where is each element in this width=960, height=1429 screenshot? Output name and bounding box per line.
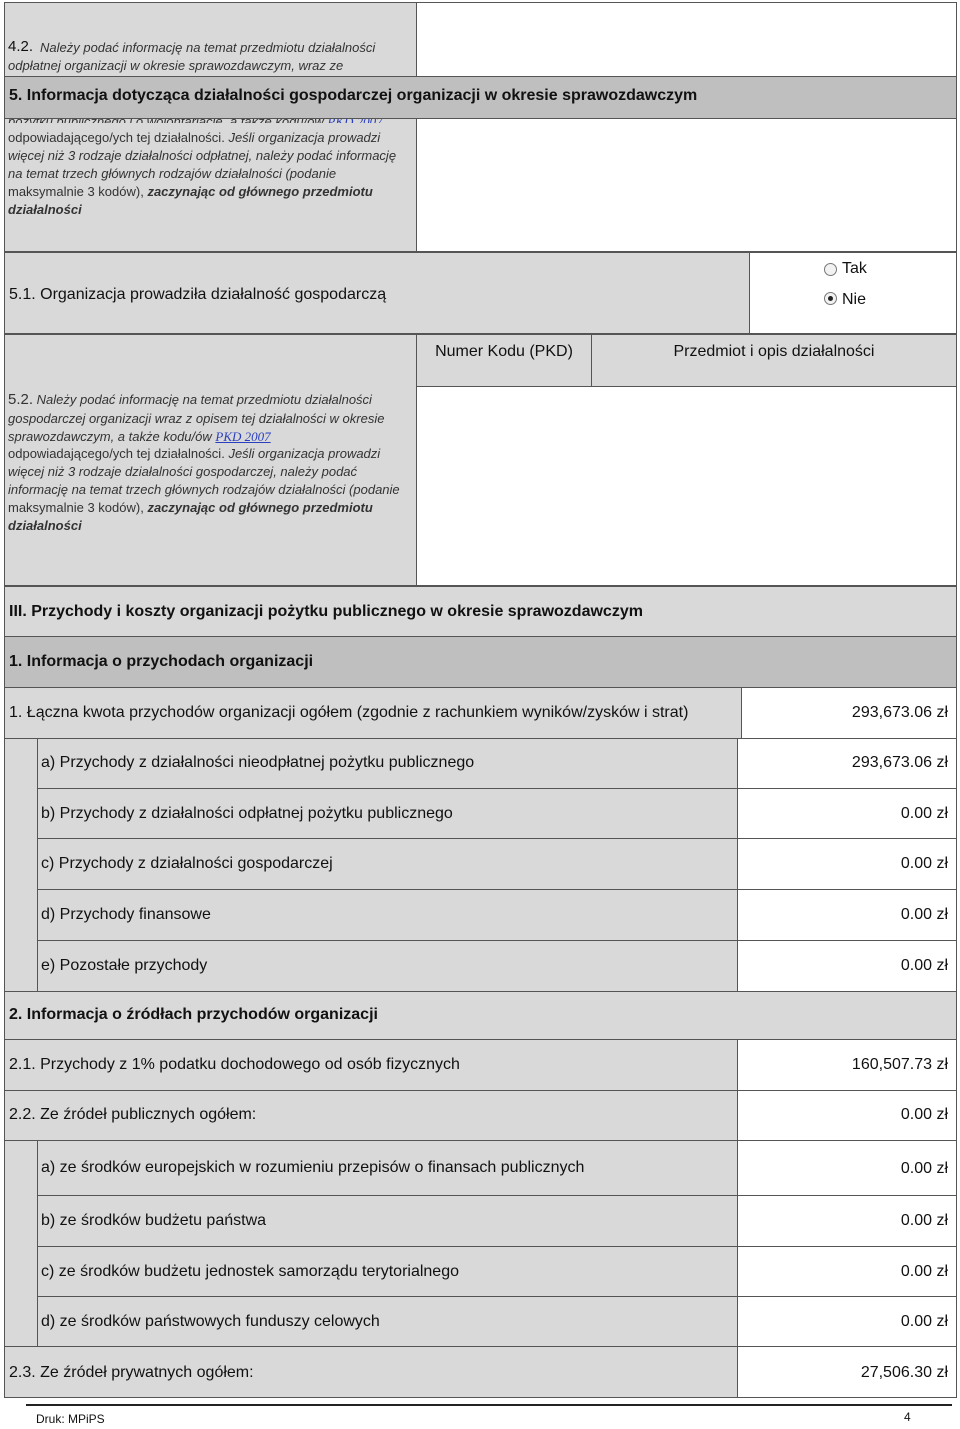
source-b-value-cell	[737, 1195, 957, 1247]
income-c-value: 0.00 zł	[900, 855, 948, 872]
source-row-d	[37, 1296, 738, 1347]
desc-col-text: Przedmiot i opis działalności	[673, 343, 875, 360]
source-a-value-cell	[737, 1140, 957, 1196]
source-a-label: a) ze środków europejskich w rozumieniu przepisów o finansach publicznych	[41, 1159, 585, 1176]
s52-line3	[8, 428, 271, 446]
income-d-label: d) Przychody finansowe	[41, 906, 211, 923]
source-row-c	[37, 1246, 738, 1297]
s3-sub1	[4, 636, 957, 688]
footer-print: Druk: MPiPS	[36, 1412, 105, 1426]
s52-line1-text: Należy podać informację na temat przedmiotu działalności	[36, 392, 372, 407]
s42-answer-cell[interactable]	[416, 2, 957, 252]
source-c-label: c) ze środków budżetu jednostek samorządu terytorialnego	[41, 1263, 459, 1280]
source-22-label: 2.2. Ze źródeł publicznych ogółem:	[9, 1106, 257, 1123]
income-d-value: 0.00 zł	[900, 906, 948, 923]
income-total-value: 293,673.06 zł	[851, 704, 948, 721]
income-c-label: c) Przychody z działalności gospodarczej	[41, 855, 333, 872]
income-total-row	[4, 687, 957, 739]
radio-nie-label[interactable]: Nie	[842, 291, 867, 308]
s51-options	[749, 252, 957, 334]
s42-line1: Należy podać informację na temat przedmiotu działalności	[40, 40, 376, 55]
s5-header-text: 5. Informacja dotycząca działalności gospodarczej organizacji w okresie sprawozdawczym	[9, 87, 698, 104]
s42-num: 4.2.	[8, 38, 34, 55]
radio-tak-label[interactable]: Tak	[842, 260, 867, 277]
income-b-value-cell	[737, 788, 957, 839]
s52-line5: więcej niż 3 rodzaje działalności gospodarczej, należy podać	[8, 464, 358, 479]
source-d-value: 0.00 zł	[900, 1313, 948, 1330]
source-22-value-cell	[737, 1090, 957, 1141]
income-b-value: 0.00 zł	[900, 805, 948, 822]
source-left-block	[4, 1140, 38, 1347]
income-row-c	[37, 838, 738, 890]
source-row-a	[37, 1140, 738, 1196]
s42-line7b: zaczynając od głównego przedmiotu	[147, 184, 373, 199]
source-row-22	[4, 1090, 738, 1141]
s52-line1	[8, 391, 372, 409]
income-a-value-cell	[737, 738, 957, 789]
source-22-value: 0.00 zł	[900, 1106, 948, 1123]
income-a-label: a) Przychody z działalności nieodpłatnej pożytku publicznego	[41, 754, 475, 771]
income-row-b	[37, 788, 738, 839]
income-e-value: 0.00 zł	[900, 957, 948, 974]
s52-line6: informację na temat trzech głównych rodzajów działalności (podanie	[8, 482, 400, 497]
s52-line4-text: odpowiadającego/ych tej działalności.	[8, 446, 225, 461]
s42-line8: działalności	[8, 202, 82, 217]
s3-sub1-text: 1. Informacja o przychodach organizacji	[9, 653, 314, 670]
source-b-value: 0.00 zł	[900, 1212, 948, 1229]
s52-line4b: Jeśli organizacja prowadzi	[228, 446, 381, 461]
s42-line7	[8, 183, 373, 201]
footer-page-number: 4	[904, 1410, 911, 1424]
source-d-label: d) ze środków państwowych funduszy celowych	[41, 1313, 380, 1330]
income-row-a	[37, 738, 738, 789]
income-row-d	[37, 889, 738, 941]
desc-col-header	[591, 334, 957, 387]
s3-header-text: III. Przychody i koszty organizacji pożytku publicznego w okresie sprawozdawczym	[9, 603, 643, 620]
source-row-23	[4, 1346, 738, 1398]
income-a-value: 293,673.06 zł	[851, 754, 948, 771]
s42-line4	[8, 129, 380, 147]
source-b-label: b) ze środków budżetu państwa	[41, 1212, 267, 1229]
s3-sub2	[4, 991, 957, 1040]
s42-line2: odpłatnej organizacji w okresie sprawozdawczym, wraz ze	[8, 58, 344, 73]
income-total-label-cell	[4, 687, 742, 739]
s52-line7a: maksymalnie 3 kodów),	[8, 500, 144, 515]
s52-line7	[8, 499, 373, 517]
pkd-col-header	[416, 334, 592, 387]
source-23-value-cell	[737, 1346, 957, 1398]
s42-line4-text: odpowiadającego/ych tej działalności.	[8, 130, 225, 145]
s3-header	[4, 586, 957, 637]
income-row-e	[37, 940, 738, 992]
s52-line7b: zaczynając od głównego przedmiotu	[147, 500, 373, 515]
income-d-value-cell	[737, 889, 957, 941]
s42-line4b: Jeśli organizacja prowadzi	[228, 130, 381, 145]
source-row-21	[4, 1039, 738, 1091]
s52-line4	[8, 445, 380, 463]
income-b-label: b) Przychody z działalności odpłatnej pożytku publicznego	[41, 805, 453, 822]
income-c-value-cell	[737, 838, 957, 890]
s52-line8: działalności	[8, 518, 82, 533]
income-e-label: e) Pozostałe przychody	[41, 957, 208, 974]
s52-num: 5.2.	[8, 391, 34, 408]
source-d-value-cell	[737, 1296, 957, 1347]
pkd-col-text: Numer Kodu (PKD)	[435, 343, 573, 360]
s51-label: 5.1. Organizacja prowadziła działalność gospodarczą	[9, 286, 387, 303]
s52-line2: gospodarczej organizacji wraz z opisem tej działalności w okresie	[8, 411, 385, 426]
source-23-label: 2.3. Ze źródeł prywatnych ogółem:	[9, 1364, 254, 1381]
s52-pkd-link[interactable]: PKD 2007	[215, 429, 271, 444]
s5-header	[4, 76, 957, 119]
source-c-value: 0.00 zł	[900, 1263, 948, 1280]
source-c-value-cell	[737, 1246, 957, 1297]
source-row-b	[37, 1195, 738, 1247]
income-e-value-cell	[737, 940, 957, 992]
source-a-value: 0.00 zł	[900, 1160, 948, 1177]
source-21-value: 160,507.73 zł	[851, 1056, 948, 1073]
s52-answer-area[interactable]	[416, 386, 957, 586]
source-21-label: 2.1. Przychody z 1% podatku dochodowego od osób fizycznych	[9, 1056, 460, 1073]
s42-line7a: maksymalnie 3 kodów),	[8, 184, 144, 199]
s51-cell	[4, 252, 750, 334]
s3-sub2-text: 2. Informacja o źródłach przychodów organizacji	[9, 1006, 378, 1023]
radio-tak[interactable]	[824, 263, 837, 276]
income-total-label: 1. Łączna kwota przychodów organizacji ogółem (zgodnie z rachunkiem wyników/zysków i strat)	[9, 704, 689, 721]
s52-line3-text: sprawozdawczym, a także kodu/ów	[8, 429, 212, 444]
s42-line5: więcej niż 3 rodzaje działalności odpłatnej, należy podać informację	[8, 148, 397, 163]
footer-rule	[26, 1404, 952, 1406]
source-23-value: 27,506.30 zł	[860, 1364, 948, 1381]
income-left-block-1	[4, 738, 38, 992]
s42-line6: na temat trzech głównych rodzajów działalności (podanie	[8, 166, 337, 181]
radio-nie[interactable]	[824, 292, 837, 305]
source-21-value-cell	[737, 1039, 957, 1091]
